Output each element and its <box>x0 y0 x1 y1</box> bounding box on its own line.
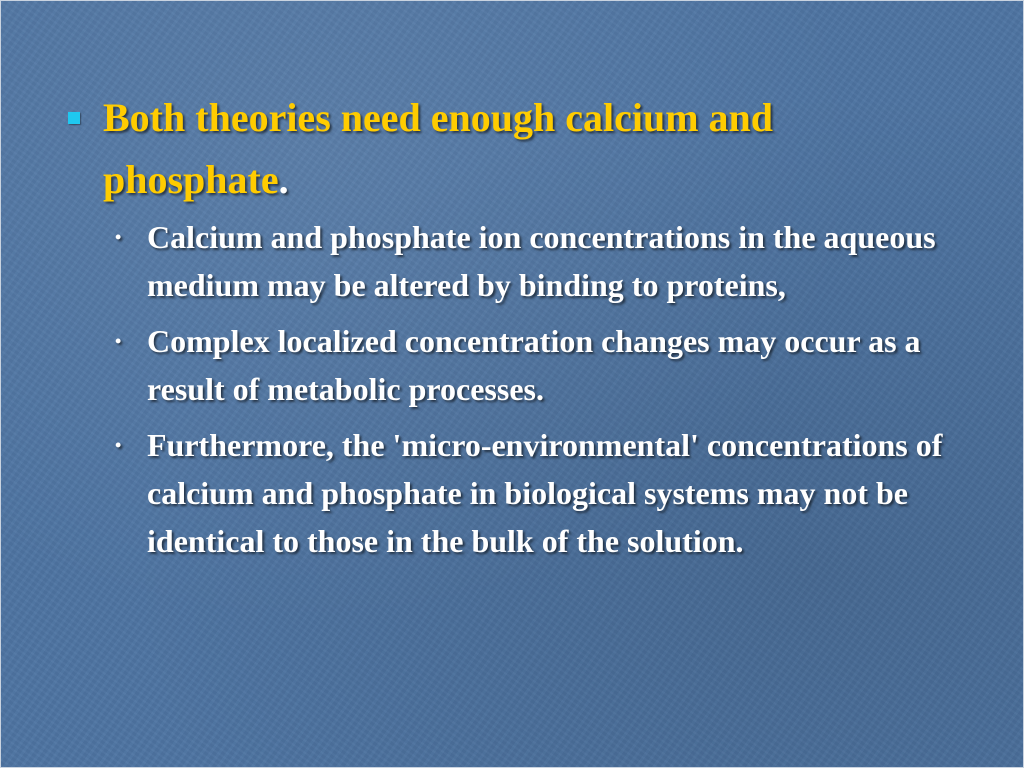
slide-content <box>61 87 961 573</box>
sub-bullet-item <box>61 317 967 413</box>
sub-bullet-item <box>61 213 967 309</box>
main-bullet-period: . <box>278 157 289 202</box>
main-bullet-text: Both theories need enough calcium and phosphate <box>103 95 774 202</box>
dot-bullet-icon: • <box>115 435 122 455</box>
dot-bullet-icon: • <box>115 331 122 351</box>
dot-bullet-icon: • <box>115 227 122 247</box>
sub-bullet-text: Complex localized concentration changes may occur as a result of metabolic processes. <box>147 323 921 407</box>
sub-bullet-list <box>61 213 961 565</box>
sub-bullet-text: Calcium and phosphate ion concentrations in the aqueous medium may be altered by binding to proteins, <box>147 219 936 303</box>
main-bullet <box>61 87 961 211</box>
square-bullet-icon <box>68 112 80 124</box>
sub-bullet-item <box>61 421 967 565</box>
sub-bullet-text: Furthermore, the 'micro-environmental' concentrations of calcium and phosphate in biological systems may not be identical to those in the bulk of the solution. <box>147 427 943 559</box>
